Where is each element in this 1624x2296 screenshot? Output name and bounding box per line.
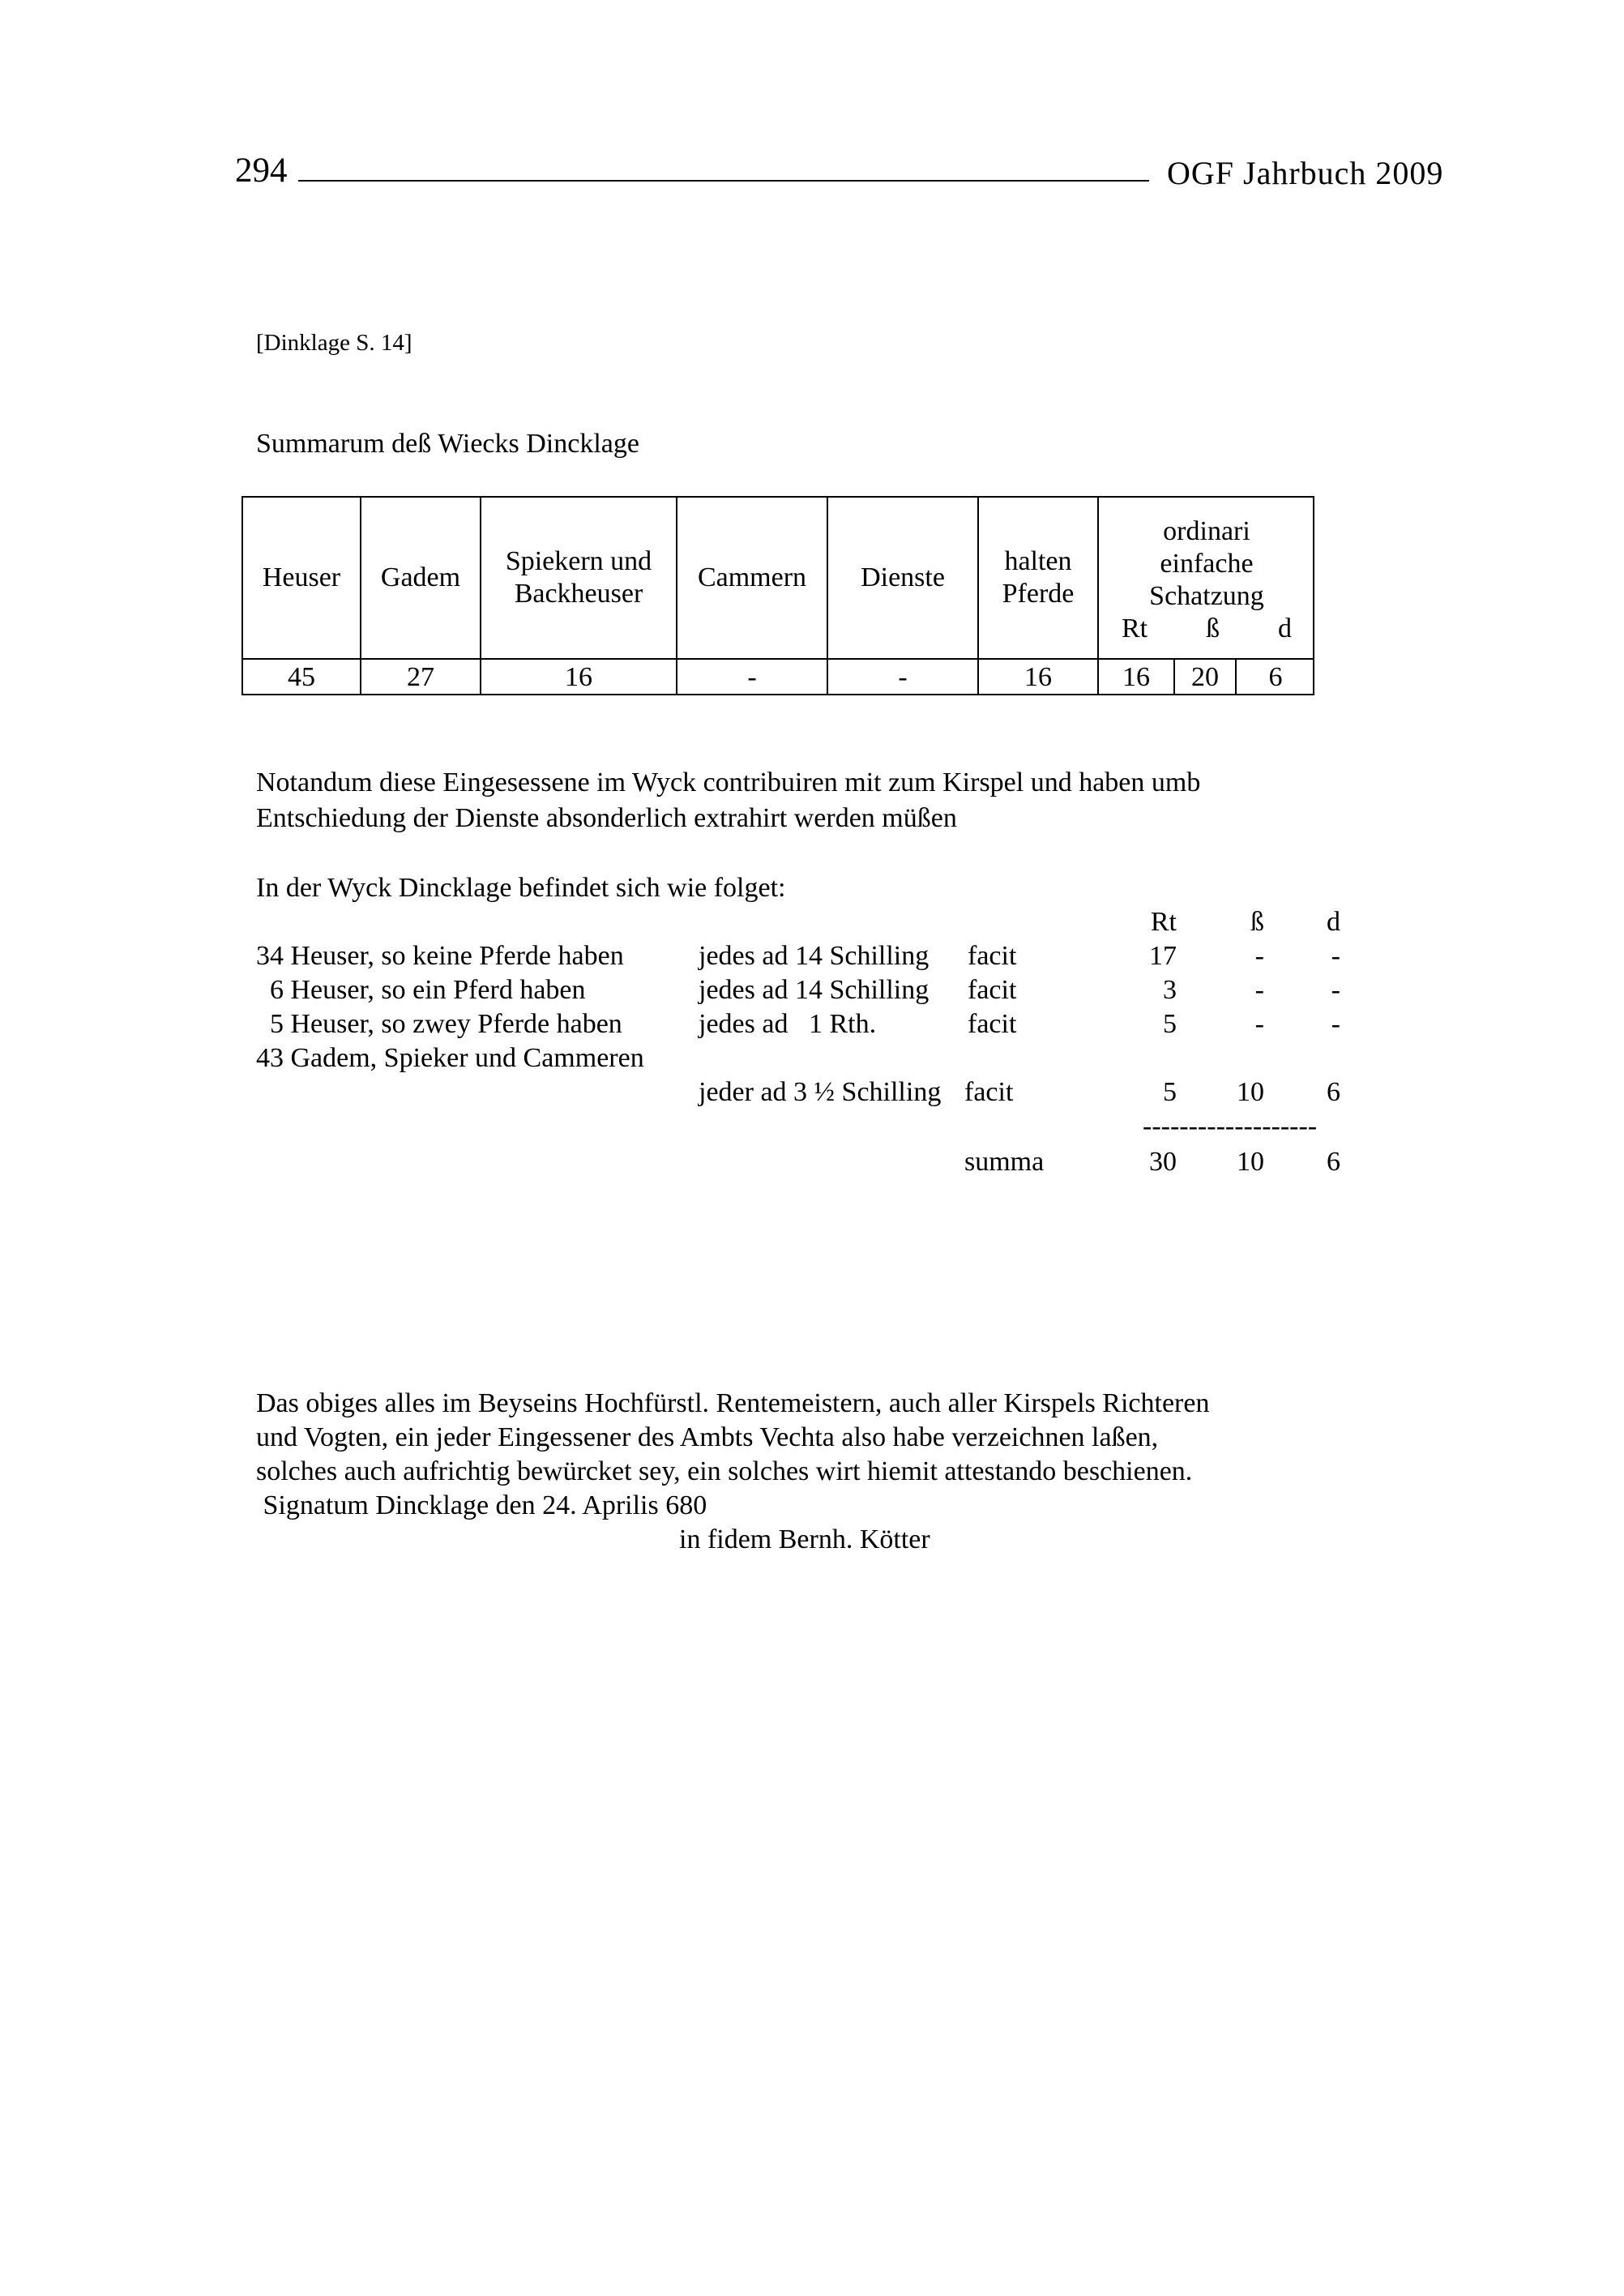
header-cell-text: Dienste	[861, 562, 945, 592]
listing-header-rt: Rt	[1150, 907, 1177, 937]
table-cell: 20	[1191, 662, 1219, 692]
closing-line: Das obiges alles im Beyseins Hochfürstl. Rentemeistern, auch aller Kirspels Richteren	[256, 1388, 1210, 1418]
listing-row-facit: facit	[964, 1077, 1014, 1107]
listing-row-facit: facit	[968, 1009, 1017, 1039]
summary-table	[241, 496, 1314, 695]
table-cell: 16	[1024, 662, 1052, 692]
header-cell-text: Pferde	[1002, 579, 1075, 609]
signatory: in fidem Bernh. Kötter	[679, 1524, 930, 1554]
listing-row-label: 34 Heuser, so keine Pferde haben	[256, 941, 624, 971]
summa-rt: 30	[1149, 1147, 1177, 1177]
listing-row-facit: facit	[968, 975, 1017, 1005]
header-cell-text: einfache	[1160, 549, 1254, 579]
listing-row-d: 6	[1327, 1077, 1340, 1107]
listing-row-rt: 3	[1163, 975, 1177, 1005]
listing-row-rt: 17	[1149, 941, 1177, 971]
listing-row-facit: facit	[968, 941, 1017, 971]
notandum-line: Notandum diese Eingesessene im Wyck contribuiren mit zum Kirspel und haben umb	[256, 767, 1201, 797]
header-cell-text: halten	[1004, 546, 1072, 576]
journal-title: OGF Jahrbuch 2009	[1167, 155, 1444, 191]
header-heuser	[243, 498, 360, 658]
listing-header-schilling: ß	[1250, 907, 1264, 937]
header-cell-text: Heuser	[262, 562, 341, 592]
header-schatzung	[1099, 498, 1314, 658]
header-halten-pferde	[979, 498, 1097, 658]
summary-title: Summarum deß Wiecks Dincklage	[256, 429, 639, 459]
summa-schilling: 10	[1237, 1147, 1264, 1177]
listing-row-rate: jedes ad 14 Schilling	[699, 941, 930, 971]
listing-row-schilling: -	[1254, 975, 1264, 1005]
listing-row-schilling: -	[1254, 941, 1264, 971]
header-cell-text: Spiekern und	[505, 546, 652, 576]
header-cammern	[677, 498, 827, 658]
summa-d: 6	[1327, 1147, 1340, 1177]
table-cell: 6	[1268, 662, 1283, 692]
listing-row-rate: jedes ad 14 Schilling	[699, 975, 930, 1005]
listing-row-rate: jedes ad 1 Rth.	[699, 1009, 877, 1039]
table-cell: 16	[565, 662, 592, 692]
listing-row-label: 43 Gadem, Spieker und Cammeren	[256, 1043, 644, 1073]
listing-row-label: 6 Heuser, so ein Pferd haben	[256, 975, 586, 1005]
page-number: 294	[235, 152, 288, 190]
header-cell-text: ordinari	[1163, 516, 1250, 546]
header-cell-text: Backheuser	[514, 579, 643, 609]
listing-intro: In der Wyck Dincklage befindet sich wie folget:	[256, 873, 786, 903]
table-cell: 16	[1122, 662, 1150, 692]
header-subcolumns	[1122, 613, 1292, 645]
header-cell-text: Gadem	[380, 562, 461, 592]
header-rule	[298, 180, 1149, 182]
listing-row-d: -	[1331, 941, 1340, 971]
notandum-line: Entschiedung der Dienste absonderlich extrahirt werden müßen	[256, 803, 957, 833]
header-cell-text: Schatzung	[1149, 581, 1264, 611]
header-dienste	[828, 498, 977, 658]
table-cell: 45	[288, 662, 315, 692]
source-reference: [Dinklage S. 14]	[256, 330, 412, 356]
table-cell: 27	[407, 662, 434, 692]
listing-row-d: -	[1331, 1009, 1340, 1039]
closing-line: solches auch aufrichtig bewürcket sey, ein solches wirt hiemit attestando beschienen.	[256, 1456, 1193, 1486]
listing-row-d: -	[1331, 975, 1340, 1005]
listing-header-d: d	[1327, 907, 1340, 937]
table-cell: -	[898, 662, 908, 692]
listing-row-rt: 5	[1163, 1009, 1177, 1039]
header-cell-text: Cammern	[697, 562, 807, 592]
sum-separator: -------------------	[1143, 1111, 1318, 1141]
summa-label: summa	[964, 1147, 1045, 1177]
table-cell: -	[747, 662, 757, 692]
subheader-rt: Rt	[1122, 614, 1148, 643]
listing-row-rate: jeder ad 3 ½ Schilling	[699, 1077, 942, 1107]
listing-row-rt: 5	[1163, 1077, 1177, 1107]
subheader-d: d	[1278, 614, 1292, 643]
header-gadem	[361, 498, 480, 658]
header-spiekern	[481, 498, 676, 658]
subheader-schilling: ß	[1206, 614, 1220, 643]
listing-row-label: 5 Heuser, so zwey Pferde haben	[256, 1009, 622, 1039]
listing-row-schilling: 10	[1237, 1077, 1264, 1107]
listing-row-schilling: -	[1254, 1009, 1264, 1039]
closing-line: und Vogten, ein jeder Eingessener des Ambts Vechta also habe verzeichnen laßen,	[256, 1422, 1159, 1452]
signature-date: Signatum Dincklage den 24. Aprilis 680	[256, 1490, 707, 1520]
